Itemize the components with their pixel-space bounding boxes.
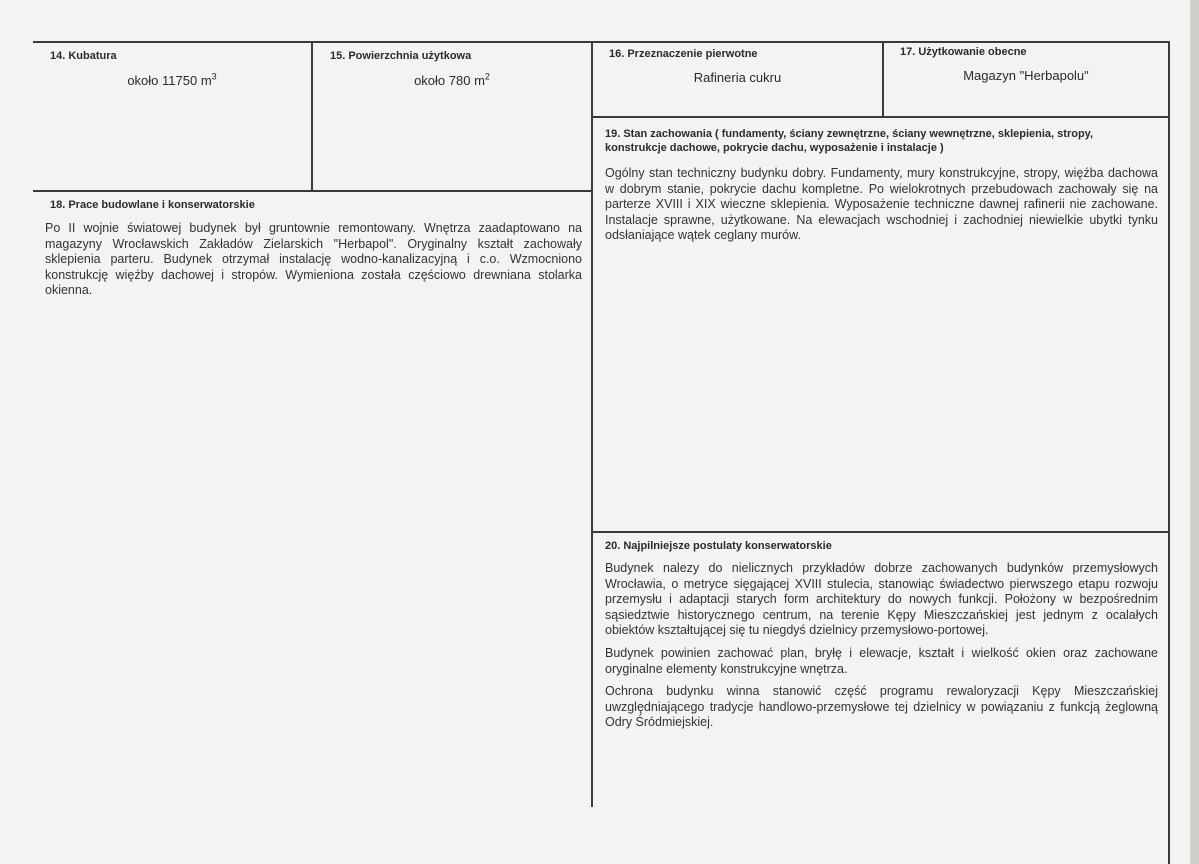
divider-14-15 bbox=[311, 41, 313, 191]
field-20-paragraph-3: Ochrona budynku winna stanowić część programu rewaloryzacji Kępy Mieszczańskiej uwzględniającego tradycje handlowo-przemysłowe tej dzielnicy w powiązaniu z funkcją żeglowną Odry Śródmiejskiej. bbox=[605, 684, 1158, 730]
top-rule bbox=[33, 41, 1170, 43]
field-17-label: 17. Użytkowanie obecne bbox=[900, 46, 1027, 58]
field-15-label: 15. Powierzchnia użytkowa bbox=[330, 50, 472, 62]
field-20-label: 20. Najpilniejsze postulaty konserwatorskie bbox=[605, 540, 832, 552]
field-16-value: Rafineria cukru bbox=[693, 70, 782, 85]
field-20-text bbox=[605, 561, 1158, 738]
scan-edge bbox=[1190, 0, 1199, 864]
right-border bbox=[1168, 41, 1170, 864]
field-15-value-text: około 780 m bbox=[414, 73, 485, 88]
field-14-unit-sup: 3 bbox=[211, 71, 217, 82]
field-14-value-text: około 11750 m bbox=[127, 73, 212, 88]
rule-right-20 bbox=[592, 531, 1170, 533]
field-14-label: 14. Kubatura bbox=[50, 50, 117, 62]
divider-center bbox=[591, 41, 593, 807]
field-17-value: Magazyn "Herbapolu" bbox=[963, 68, 1089, 83]
field-16-label: 16. Przeznaczenie pierwotne bbox=[609, 48, 758, 60]
field-20-paragraph-1: Budynek nalezy do nielicznych przykładów dobrze zachowanych budynków przemysłowych Wrocławia, o metryce sięgającej XVIII stulecia, stanowiąc świadectwo pierwszego etapu rozwoju przemysłu i adaptacji starych form architektury do nowych funkcji. Położony w bezpośrednim sąsiedztwie historycznego centrum, na terenie Kępy Mieszczańskiej jest jednym z ocalałych obiektów kształtującej się tu niegdyś dzielnicy przemysłowo-portowej. bbox=[605, 561, 1158, 638]
field-20-paragraph-2: Budynek powinien zachować plan, bryłę i elewacje, kształt i wielkość okien oraz zachowane oryginalne elementy konstrukcyjne wnętrza. bbox=[605, 645, 1158, 676]
rule-left-18 bbox=[33, 190, 593, 192]
field-15-value bbox=[313, 73, 591, 89]
rule-right-19 bbox=[592, 116, 1170, 118]
field-18-text: Po II wojnie światowej budynek był gruntownie remontowany. Wnętrza zaadaptowano na magazyny Wrocławskich Zakładów Zielarskich "Herbapol". Oryginalny kształt zachowały sklepienia parteru. Budynek otrzymał instalację wodno-kanalizacyjną i c.o. Wzmocniono konstrukcję więźby dachowej i stropów. Wymieniona została częściowo drewniana stolarka okienna. bbox=[45, 221, 582, 298]
field-19-label: 19. Stan zachowania ( fundamenty, ściany zewnętrzne, ściany wewnętrzne, sklepienia, stropy, konstrukcje dachowe, pokrycie dachu, wyposażenie i instalacje ) bbox=[605, 128, 1094, 154]
field-14-value bbox=[33, 73, 311, 89]
field-19-text: Ogólny stan techniczny budynku dobry. Fundamenty, mury konstrukcyjne, stropy, więźba dachowa w dobrym stanie, pokrycie dachu kompletne. Po wielokrotnych przebudowach zachowały się na parterze XVIII i XIX wieczne sklepienia. Wyposażenie techniczne dawnej rafinerii nie zachowane. Instalacje sprawne, użytkowane. Na elewacjach wschodniej i zachodniej niewielkie ubytki tynku odsłaniające wątek ceglany murów. bbox=[605, 166, 1158, 243]
field-18-label: 18. Prace budowlane i konserwatorskie bbox=[50, 199, 255, 211]
field-15-unit-sup: 2 bbox=[484, 71, 490, 82]
